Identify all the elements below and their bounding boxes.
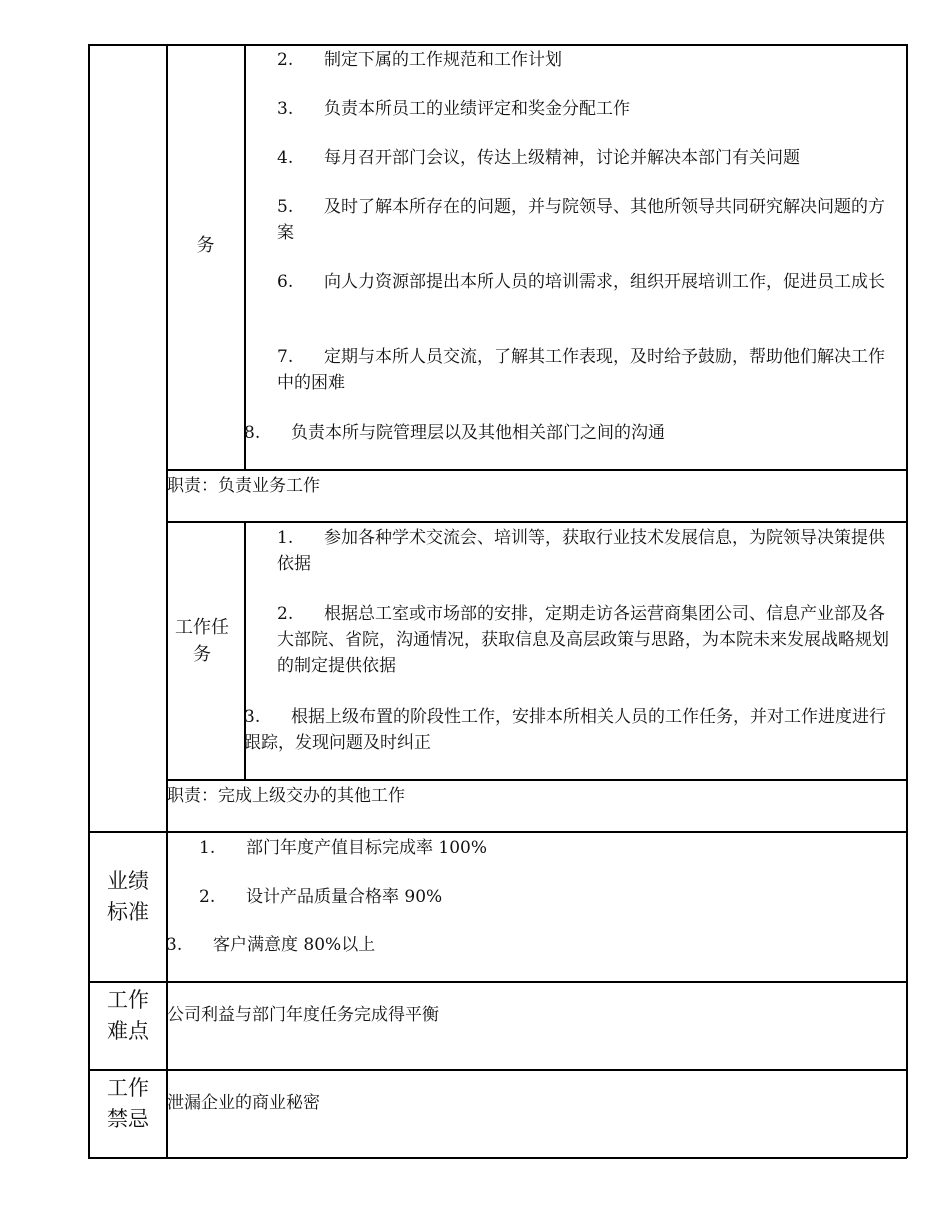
list-item: 3. 负责本所员工的业绩评定和奖金分配工作	[277, 99, 630, 119]
list-item: 6. 向人力资源部提出本所人员的培训需求，组织开展培训工作，促进员工成长	[277, 272, 885, 292]
taboo-label: 工作禁忌	[107, 1076, 149, 1131]
list-item: 4. 每月召开部门会议，传达上级精神，讨论并解决本部门有关问题	[277, 148, 800, 168]
row-divider-duty-business	[166, 469, 907, 471]
list-item: 2. 设计产品质量合格率 90%	[199, 887, 443, 907]
performance-label: 业绩标准	[107, 869, 149, 924]
difficulty-label: 工作难点	[107, 988, 149, 1043]
list-item: 7. 定期与本所人员交流，了解其工作表现，及时给予鼓励，帮助他们解决工作中的困难	[277, 347, 885, 393]
table-border-bottom	[88, 1157, 907, 1159]
column-divider-main	[166, 44, 168, 1158]
duty-other: 职责：完成上级交办的其他工作	[167, 786, 405, 806]
row-divider-performance	[88, 831, 907, 833]
list-item: 2. 制定下属的工作规范和工作计划	[277, 50, 562, 70]
list-item: 5. 及时了解本所存在的问题，并与院领导、其他所领导共同研究解决问题的方案	[277, 197, 885, 243]
list-item: 2. 根据总工室或市场部的安排，定期走访各运营商集团公司、信息产业部及各大部院、省院，沟通情况，获取信息及高层政策与思路，为本院未来发展战略规划的制定提供依据	[277, 604, 889, 676]
list-item: 1. 部门年度产值目标完成率 100%	[199, 838, 488, 858]
difficulty-text: 公司利益与部门年度任务完成得平衡	[167, 1005, 439, 1025]
list-item: 8. 负责本所与院管理层以及其他相关部门之间的沟通	[244, 423, 665, 443]
table-border-left	[88, 44, 90, 1158]
duty-business: 职责：负责业务工作	[167, 476, 320, 496]
table-border-right	[906, 44, 908, 1158]
section-a-label: 务	[196, 235, 215, 256]
row-divider-task-b	[166, 521, 907, 523]
table-border-top	[88, 44, 907, 46]
list-item: 3. 根据上级布置的阶段性工作，安排本所相关人员的工作任务，并对工作进度进行跟踪，发现问题及时纠正	[244, 707, 886, 753]
taboo-text: 泄漏企业的商业秘密	[167, 1093, 320, 1113]
row-divider-taboo	[88, 1069, 907, 1071]
list-item: 3. 客户满意度 80%以上	[166, 935, 376, 955]
row-divider-duty-other	[166, 779, 907, 781]
column-divider-task-a	[244, 44, 246, 470]
list-item: 1. 参加各种学术交流会、培训等，获取行业技术发展信息，为院领导决策提供依据	[277, 528, 885, 574]
section-b-label: 工作任务	[175, 617, 229, 665]
row-divider-difficulty	[88, 981, 907, 983]
